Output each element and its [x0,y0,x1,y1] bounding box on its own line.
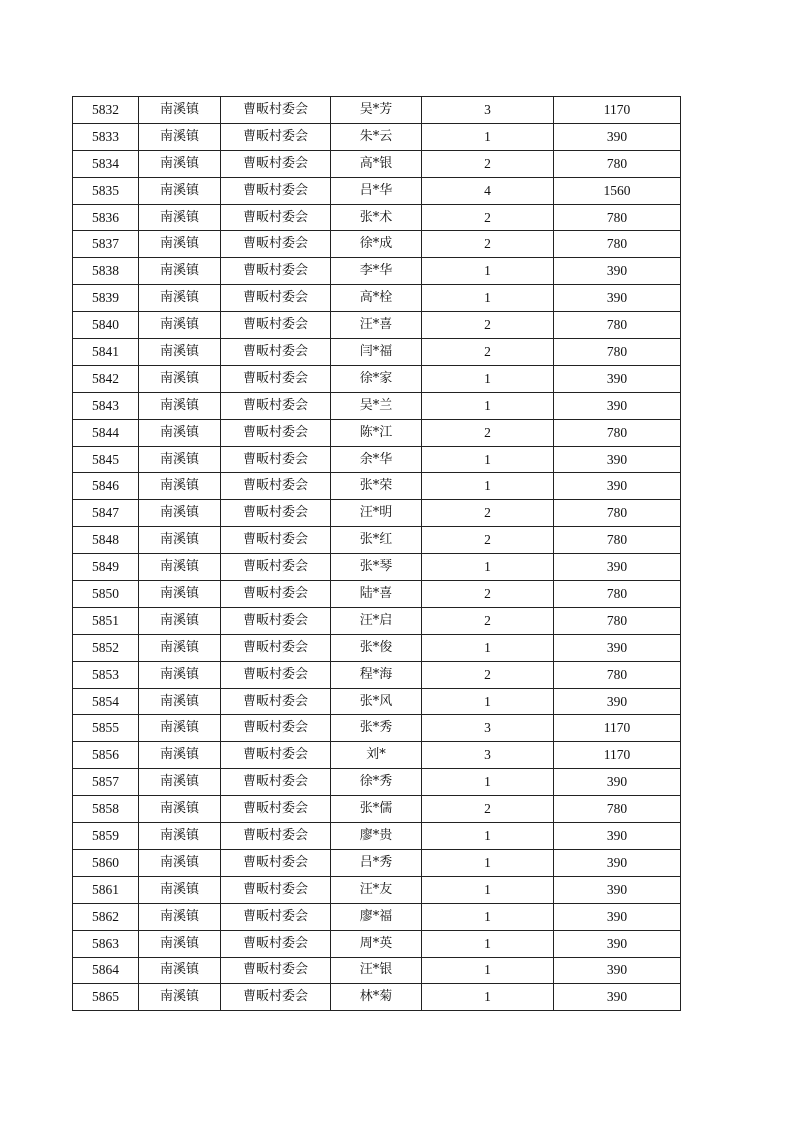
table-row [73,634,681,661]
serial-number-cell: 5835 [73,177,139,204]
town-cell: 南溪镇 [139,258,221,285]
name-cell: 吕*华 [331,177,422,204]
name-cell: 张*风 [331,688,422,715]
town-cell: 南溪镇 [139,419,221,446]
amount-cell: 390 [554,823,681,850]
household-count-cell: 2 [422,204,554,231]
table-row [73,823,681,850]
serial-number-cell: 5832 [73,97,139,124]
amount-cell: 390 [554,849,681,876]
name-cell: 张*琴 [331,554,422,581]
household-count-cell: 1 [422,688,554,715]
household-count-cell: 2 [422,150,554,177]
village-committee-cell: 曹畈村委会 [221,581,331,608]
name-cell: 汪*友 [331,876,422,903]
name-cell: 张*秀 [331,715,422,742]
table-row [73,849,681,876]
town-cell: 南溪镇 [139,688,221,715]
town-cell: 南溪镇 [139,607,221,634]
serial-number-cell: 5859 [73,823,139,850]
amount-cell: 390 [554,554,681,581]
serial-number-cell: 5850 [73,581,139,608]
serial-number-cell: 5861 [73,876,139,903]
serial-number-cell: 5833 [73,123,139,150]
amount-cell: 390 [554,473,681,500]
household-count-cell: 2 [422,607,554,634]
village-committee-cell: 曹畈村委会 [221,769,331,796]
serial-number-cell: 5842 [73,365,139,392]
household-count-cell: 1 [422,634,554,661]
amount-cell: 390 [554,285,681,312]
amount-cell: 780 [554,204,681,231]
town-cell: 南溪镇 [139,823,221,850]
table-row [73,365,681,392]
household-count-cell: 1 [422,903,554,930]
household-count-cell: 1 [422,473,554,500]
table-row [73,527,681,554]
amount-cell: 390 [554,930,681,957]
town-cell: 南溪镇 [139,446,221,473]
village-committee-cell: 曹畈村委会 [221,715,331,742]
name-cell: 张*术 [331,204,422,231]
table-row [73,312,681,339]
serial-number-cell: 5839 [73,285,139,312]
village-committee-cell: 曹畈村委会 [221,607,331,634]
name-cell: 吴*芳 [331,97,422,124]
name-cell: 徐*成 [331,231,422,258]
serial-number-cell: 5860 [73,849,139,876]
town-cell: 南溪镇 [139,742,221,769]
household-count-cell: 2 [422,796,554,823]
serial-number-cell: 5843 [73,392,139,419]
serial-number-cell: 5849 [73,554,139,581]
serial-number-cell: 5863 [73,930,139,957]
household-count-cell: 2 [422,500,554,527]
name-cell: 朱*云 [331,123,422,150]
town-cell: 南溪镇 [139,957,221,984]
village-committee-cell: 曹畈村委会 [221,876,331,903]
name-cell: 程*海 [331,661,422,688]
town-cell: 南溪镇 [139,876,221,903]
amount-cell: 390 [554,446,681,473]
town-cell: 南溪镇 [139,984,221,1011]
table-row [73,661,681,688]
table-row [73,473,681,500]
town-cell: 南溪镇 [139,634,221,661]
town-cell: 南溪镇 [139,473,221,500]
village-committee-cell: 曹畈村委会 [221,796,331,823]
amount-cell: 780 [554,312,681,339]
table-row [73,930,681,957]
table-row [73,876,681,903]
amount-cell: 780 [554,231,681,258]
table-row [73,984,681,1011]
household-count-cell: 2 [422,231,554,258]
table-row [73,446,681,473]
town-cell: 南溪镇 [139,903,221,930]
village-committee-cell: 曹畈村委会 [221,930,331,957]
village-committee-cell: 曹畈村委会 [221,258,331,285]
serial-number-cell: 5846 [73,473,139,500]
name-cell: 张*儒 [331,796,422,823]
amount-cell: 390 [554,876,681,903]
town-cell: 南溪镇 [139,231,221,258]
table-row [73,715,681,742]
amount-cell: 780 [554,796,681,823]
name-cell: 李*华 [331,258,422,285]
amount-cell: 780 [554,500,681,527]
village-committee-cell: 曹畈村委会 [221,392,331,419]
town-cell: 南溪镇 [139,285,221,312]
amount-cell: 780 [554,607,681,634]
household-count-cell: 1 [422,849,554,876]
name-cell: 周*英 [331,930,422,957]
table-row [73,581,681,608]
table-row [73,177,681,204]
village-committee-cell: 曹畈村委会 [221,473,331,500]
serial-number-cell: 5862 [73,903,139,930]
amount-cell: 390 [554,903,681,930]
name-cell: 吴*兰 [331,392,422,419]
household-count-cell: 1 [422,285,554,312]
name-cell: 廖*贵 [331,823,422,850]
amount-cell: 1170 [554,742,681,769]
village-committee-cell: 曹畈村委会 [221,446,331,473]
name-cell: 汪*明 [331,500,422,527]
name-cell: 汪*银 [331,957,422,984]
village-committee-cell: 曹畈村委会 [221,527,331,554]
household-count-cell: 2 [422,661,554,688]
town-cell: 南溪镇 [139,554,221,581]
table-row [73,123,681,150]
town-cell: 南溪镇 [139,796,221,823]
name-cell: 高*栓 [331,285,422,312]
village-committee-cell: 曹畈村委会 [221,339,331,366]
amount-cell: 390 [554,769,681,796]
amount-cell: 390 [554,392,681,419]
table-row [73,607,681,634]
serial-number-cell: 5852 [73,634,139,661]
amount-cell: 390 [554,634,681,661]
name-cell: 张*红 [331,527,422,554]
serial-number-cell: 5857 [73,769,139,796]
amount-cell: 780 [554,339,681,366]
household-count-cell: 1 [422,258,554,285]
table-row [73,150,681,177]
village-committee-cell: 曹畈村委会 [221,177,331,204]
village-committee-cell: 曹畈村委会 [221,634,331,661]
town-cell: 南溪镇 [139,204,221,231]
amount-cell: 780 [554,661,681,688]
household-count-cell: 1 [422,365,554,392]
amount-cell: 1560 [554,177,681,204]
household-count-cell: 2 [422,312,554,339]
household-count-cell: 1 [422,930,554,957]
household-count-cell: 1 [422,392,554,419]
household-count-cell: 3 [422,97,554,124]
name-cell: 林*菊 [331,984,422,1011]
table-row [73,957,681,984]
name-cell: 吕*秀 [331,849,422,876]
town-cell: 南溪镇 [139,769,221,796]
town-cell: 南溪镇 [139,500,221,527]
name-cell: 汪*喜 [331,312,422,339]
name-cell: 徐*秀 [331,769,422,796]
household-count-cell: 4 [422,177,554,204]
serial-number-cell: 5840 [73,312,139,339]
village-committee-cell: 曹畈村委会 [221,150,331,177]
household-count-cell: 2 [422,419,554,446]
village-committee-cell: 曹畈村委会 [221,903,331,930]
name-cell: 陆*喜 [331,581,422,608]
household-count-cell: 1 [422,876,554,903]
household-count-cell: 1 [422,984,554,1011]
serial-number-cell: 5837 [73,231,139,258]
name-cell: 廖*福 [331,903,422,930]
village-committee-cell: 曹畈村委会 [221,984,331,1011]
village-committee-cell: 曹畈村委会 [221,957,331,984]
household-count-cell: 3 [422,715,554,742]
village-committee-cell: 曹畈村委会 [221,285,331,312]
amount-cell: 1170 [554,97,681,124]
household-count-cell: 2 [422,527,554,554]
table-row [73,392,681,419]
serial-number-cell: 5845 [73,446,139,473]
town-cell: 南溪镇 [139,339,221,366]
serial-number-cell: 5853 [73,661,139,688]
table-row [73,258,681,285]
household-count-cell: 2 [422,339,554,366]
village-committee-cell: 曹畈村委会 [221,312,331,339]
name-cell: 张*俊 [331,634,422,661]
village-committee-cell: 曹畈村委会 [221,419,331,446]
town-cell: 南溪镇 [139,392,221,419]
name-cell: 闫*福 [331,339,422,366]
town-cell: 南溪镇 [139,365,221,392]
table-row [73,554,681,581]
village-committee-cell: 曹畈村委会 [221,500,331,527]
village-committee-cell: 曹畈村委会 [221,123,331,150]
table-row [73,796,681,823]
village-committee-cell: 曹畈村委会 [221,823,331,850]
village-committee-cell: 曹畈村委会 [221,688,331,715]
village-committee-cell: 曹畈村委会 [221,204,331,231]
household-count-cell: 1 [422,957,554,984]
village-committee-cell: 曹畈村委会 [221,661,331,688]
village-committee-cell: 曹畈村委会 [221,554,331,581]
serial-number-cell: 5848 [73,527,139,554]
amount-cell: 390 [554,957,681,984]
household-count-cell: 1 [422,769,554,796]
town-cell: 南溪镇 [139,150,221,177]
roster-table [72,96,681,1011]
serial-number-cell: 5851 [73,607,139,634]
table-row [73,339,681,366]
table-row [73,419,681,446]
household-count-cell: 1 [422,554,554,581]
household-count-cell: 3 [422,742,554,769]
table-row [73,204,681,231]
town-cell: 南溪镇 [139,930,221,957]
serial-number-cell: 5854 [73,688,139,715]
table-row [73,500,681,527]
town-cell: 南溪镇 [139,849,221,876]
village-committee-cell: 曹畈村委会 [221,97,331,124]
table-row [73,97,681,124]
name-cell: 徐*家 [331,365,422,392]
serial-number-cell: 5856 [73,742,139,769]
table-row [73,769,681,796]
amount-cell: 780 [554,419,681,446]
town-cell: 南溪镇 [139,177,221,204]
amount-cell: 390 [554,984,681,1011]
amount-cell: 1170 [554,715,681,742]
table-row [73,688,681,715]
amount-cell: 780 [554,150,681,177]
town-cell: 南溪镇 [139,581,221,608]
amount-cell: 780 [554,527,681,554]
household-count-cell: 2 [422,581,554,608]
amount-cell: 390 [554,365,681,392]
amount-cell: 390 [554,123,681,150]
serial-number-cell: 5834 [73,150,139,177]
serial-number-cell: 5841 [73,339,139,366]
town-cell: 南溪镇 [139,312,221,339]
serial-number-cell: 5844 [73,419,139,446]
serial-number-cell: 5838 [73,258,139,285]
name-cell: 刘* [331,742,422,769]
serial-number-cell: 5865 [73,984,139,1011]
village-committee-cell: 曹畈村委会 [221,742,331,769]
serial-number-cell: 5847 [73,500,139,527]
town-cell: 南溪镇 [139,527,221,554]
village-committee-cell: 曹畈村委会 [221,849,331,876]
town-cell: 南溪镇 [139,715,221,742]
village-committee-cell: 曹畈村委会 [221,365,331,392]
table-row [73,285,681,312]
household-count-cell: 1 [422,823,554,850]
name-cell: 陈*江 [331,419,422,446]
household-count-cell: 1 [422,446,554,473]
table-row [73,742,681,769]
town-cell: 南溪镇 [139,97,221,124]
serial-number-cell: 5858 [73,796,139,823]
amount-cell: 390 [554,688,681,715]
name-cell: 张*荣 [331,473,422,500]
table-row [73,903,681,930]
serial-number-cell: 5836 [73,204,139,231]
serial-number-cell: 5855 [73,715,139,742]
amount-cell: 390 [554,258,681,285]
town-cell: 南溪镇 [139,123,221,150]
name-cell: 汪*启 [331,607,422,634]
amount-cell: 780 [554,581,681,608]
name-cell: 高*银 [331,150,422,177]
serial-number-cell: 5864 [73,957,139,984]
roster-table-body [73,97,681,1011]
town-cell: 南溪镇 [139,661,221,688]
household-count-cell: 1 [422,123,554,150]
village-committee-cell: 曹畈村委会 [221,231,331,258]
table-row [73,231,681,258]
name-cell: 余*华 [331,446,422,473]
